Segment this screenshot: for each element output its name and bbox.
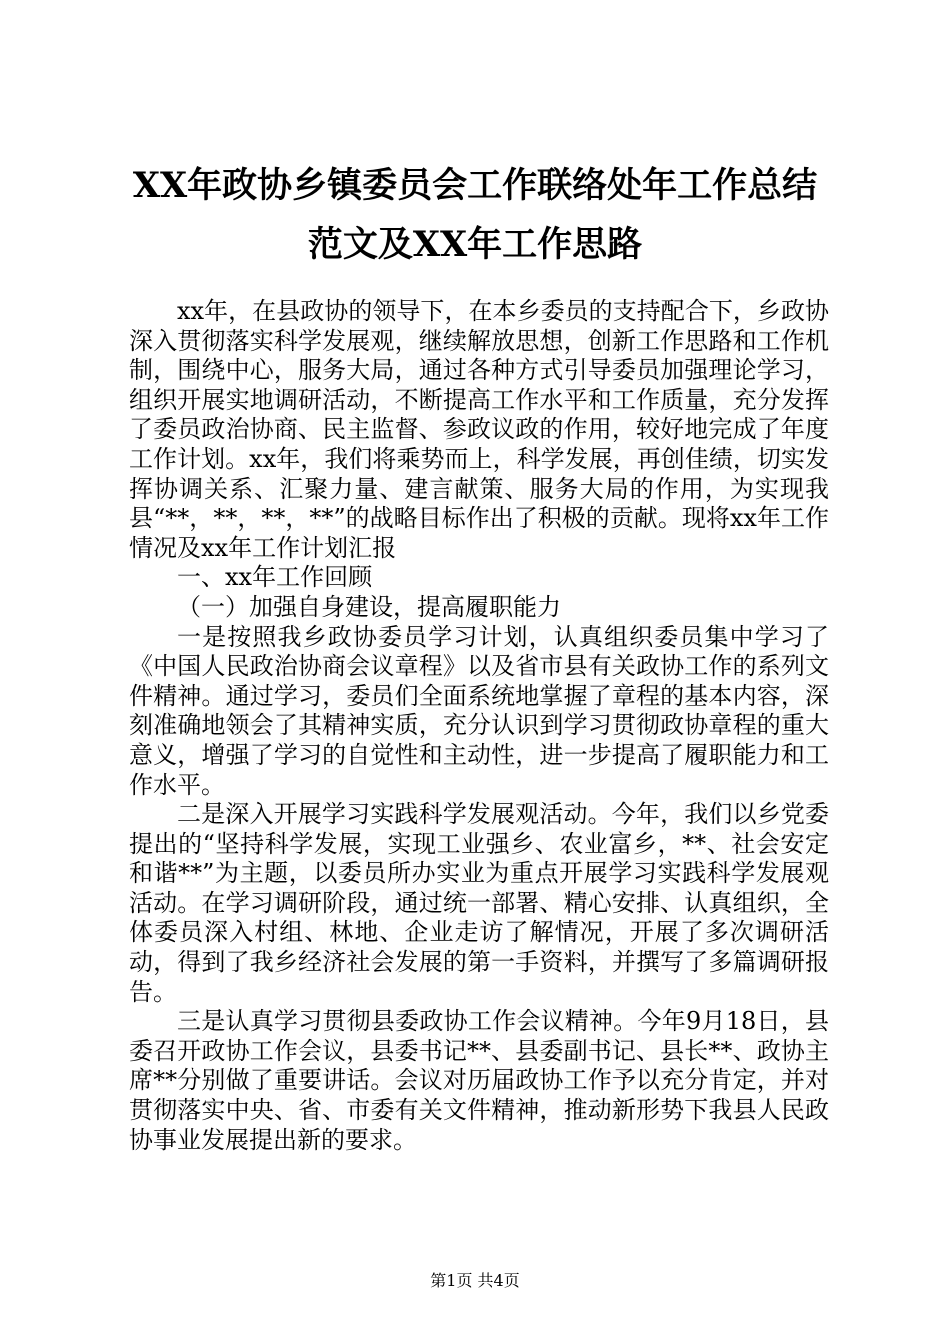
subsection-heading: （一）加强自身建设，提高履职能力 — [177, 592, 561, 621]
document-body — [129, 297, 829, 1155]
body-paragraph-study-plan: 一是按照我乡政协委员学习计划，认真组织委员集中学习了《中国人民政治协商会议章程》以及省市县有关政协工作的系列文件精神。通过学习，委员们全面系统地掌握了章程的基本内容，深刻准确地领会了其精神实质，充分认识到学习贯彻政协章程的重大意义，增强了学习的自觉性和主动性，进一步提高了履职能力和工作水平。 — [129, 622, 829, 799]
intro-paragraph: xx年，在县政协的领导下，在本乡委员的支持配合下，乡政协深入贯彻落实科学发展观，继续解放思想，创新工作思路和工作机制，围绕中心，服务大局，通过各种方式引导委员加强理论学习，组织开展实地调研活动，不断提高工作水平和工作质量，充分发挥了委员政治协商、民主监督、参政议政的作用，较好地完成了年度工作计划。xx年，我们将乘势而上，科学发展，再创佳绩，切实发挥协调关系、汇聚力量、建言献策、服务大局的作用，为实现我县“**，**，**，**”的战略目标作出了积极的贡献。现将xx年工作情况及xx年工作计划汇报 — [129, 297, 829, 562]
section-heading: 一、xx年工作回顾 — [177, 563, 373, 592]
page-number-footer: 第1页 共4页 — [430, 1271, 520, 1290]
document-title-line-2: 范文及XX年工作思路 — [307, 224, 643, 265]
document-title-line-1: XX年政协乡镇委员会工作联络处年工作总结 — [132, 165, 818, 206]
body-paragraph-meeting: 三是认真学习贯彻县委政协工作会议精神。今年9月18日，县委召开政协工作会议，县委书记**、县委副书记、县长**、政协主席**分别做了重要讲话。会议对历届政协工作予以充分肯定，并对贯彻落实中央、省、市委有关文件精神，推动新形势下我县人民政协事业发展提出新的要求。 — [129, 1007, 829, 1154]
body-paragraph-practice: 二是深入开展学习实践科学发展观活动。今年，我们以乡党委提出的“坚持科学发展，实现工业强乡、农业富乡，**、社会安定和谐**”为主题，以委员所办实业为重点开展学习实践科学发展观活动。在学习调研阶段，通过统一部署、精心安排、认真组织，全体委员深入村组、林地、企业走访了解情况，开展了多次调研活动，得到了我乡经济社会发展的第一手资料，并撰写了多篇调研报告。 — [129, 800, 829, 1006]
